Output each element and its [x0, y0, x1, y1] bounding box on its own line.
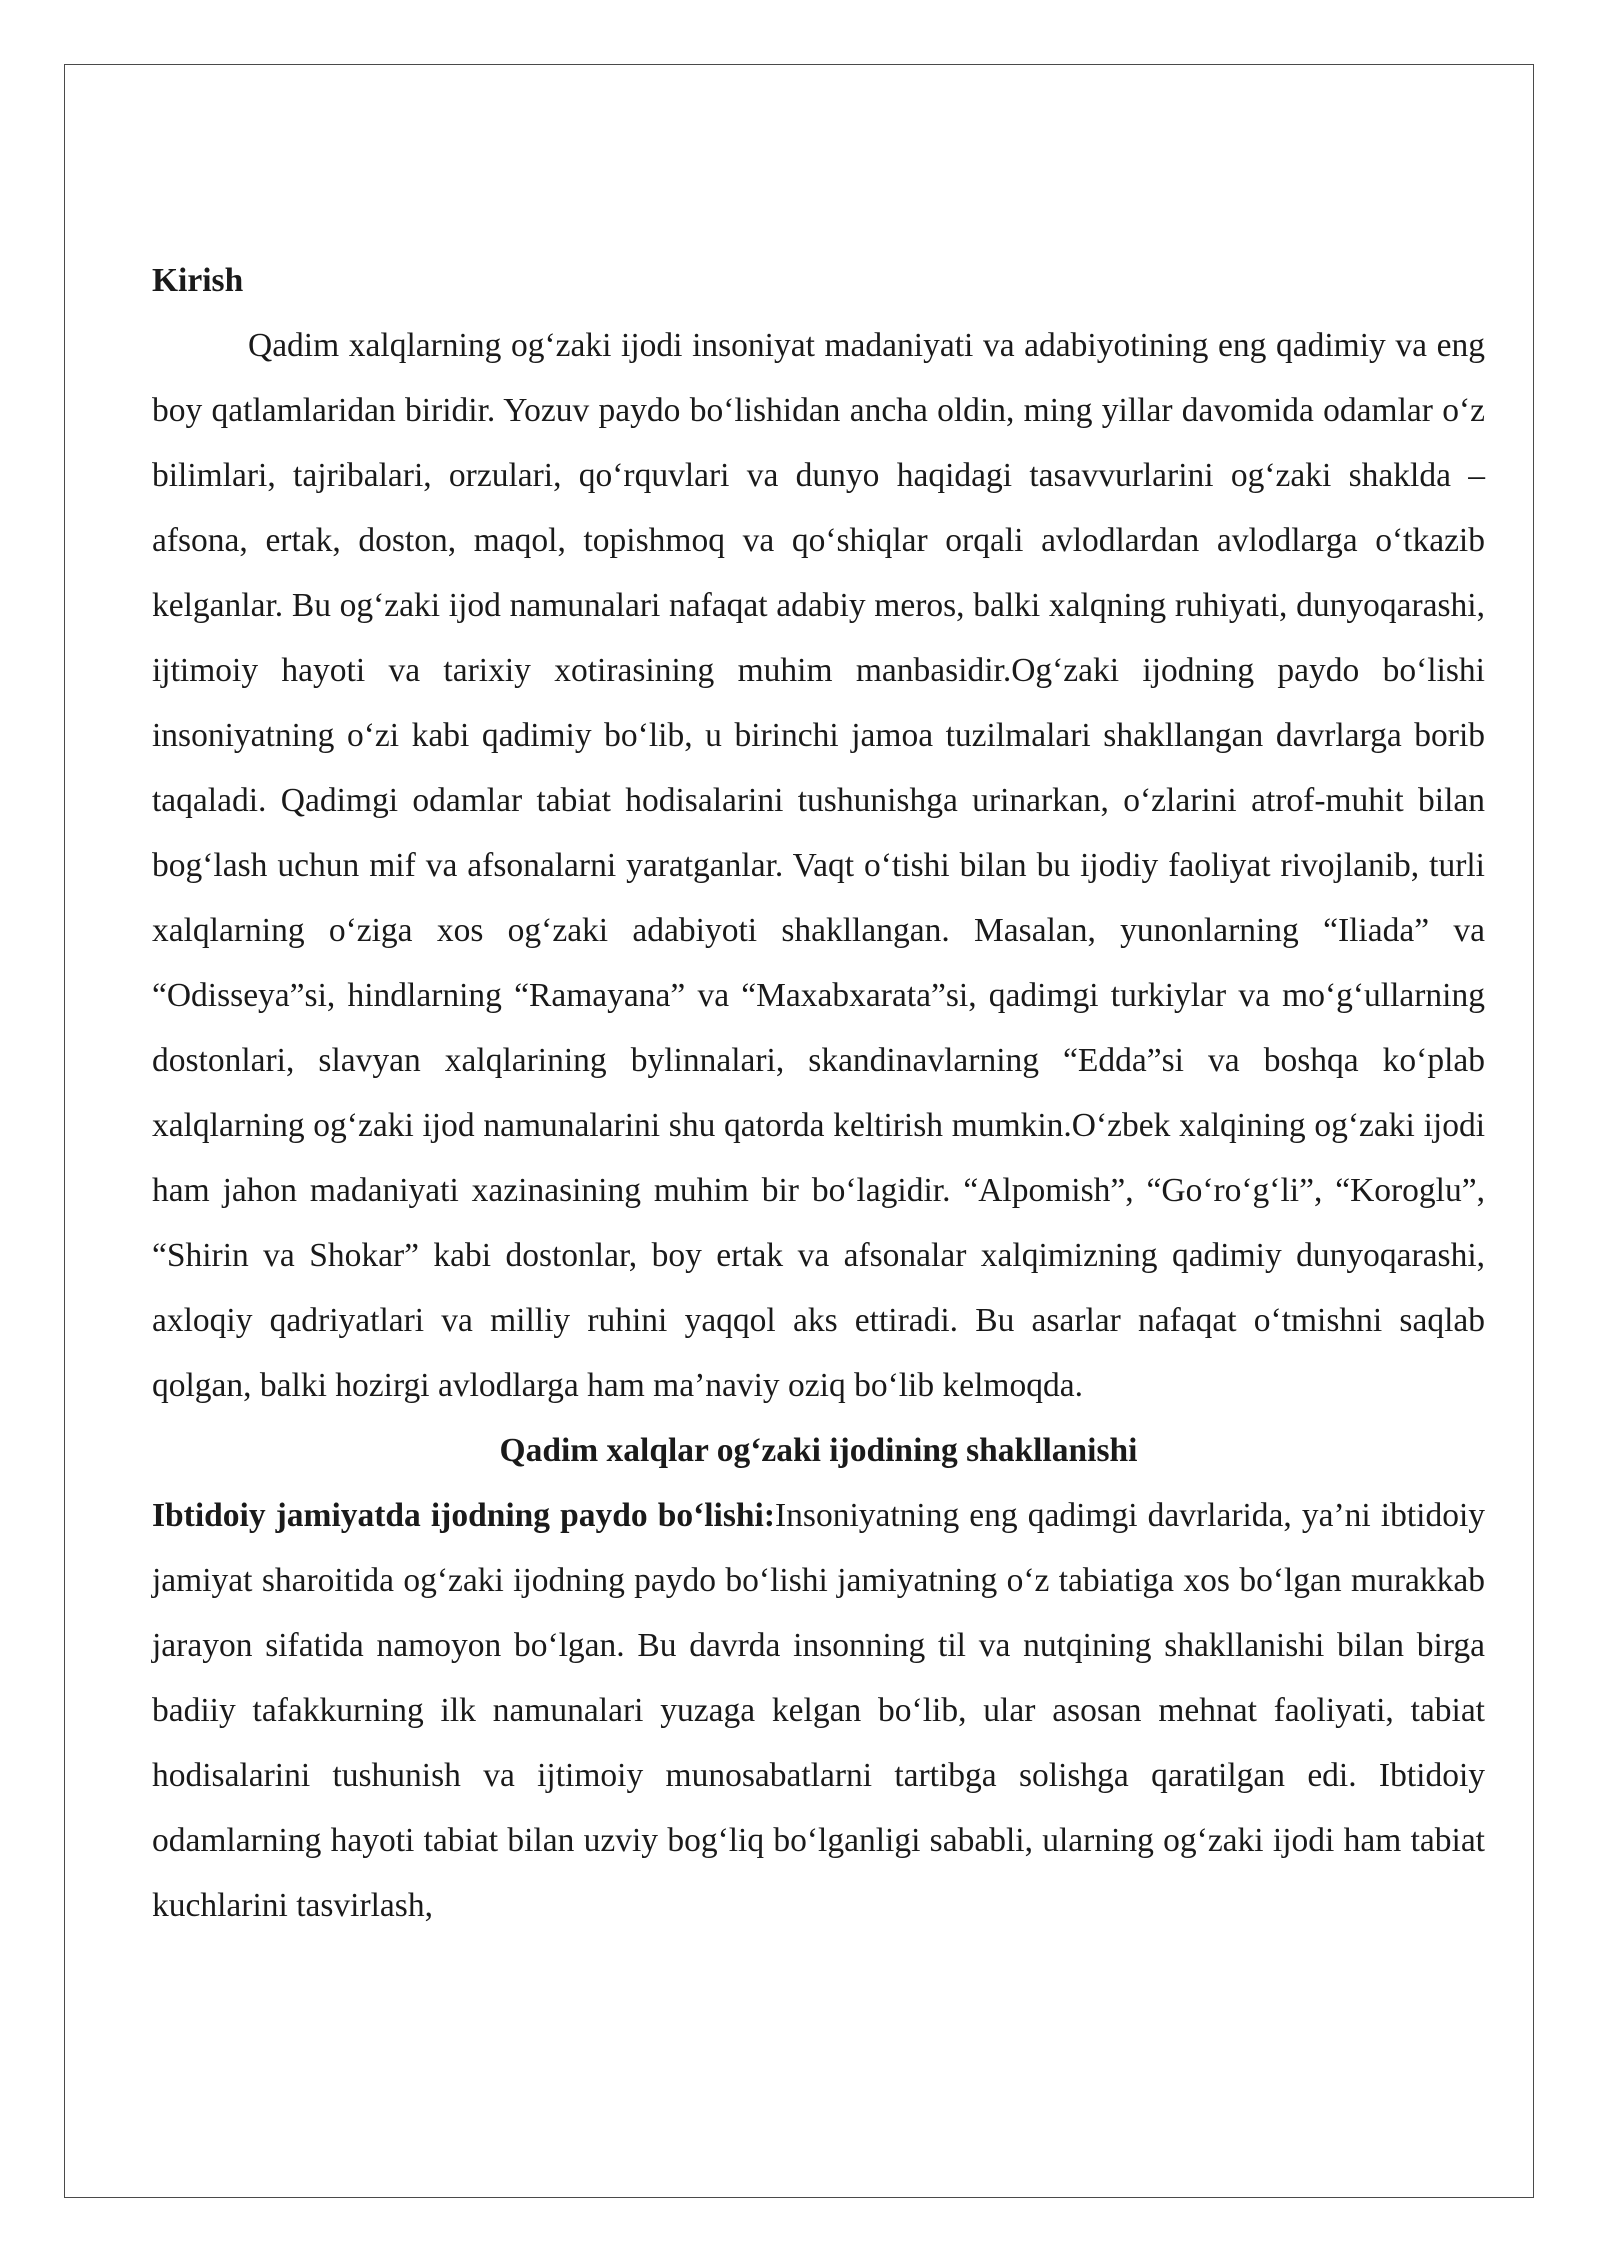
intro-paragraph: Qadim xalqlarning og‘zaki ijodi insoniyat madaniyati va adabiyotining eng qadimiy va eng boy qatlamlaridan biridir. Yozuv paydo bo‘lishidan ancha oldin, ming yillar davomida odamlar o‘z bilimlari, tajribalari, orzulari, qo‘rquvlari va dunyo haqidagi tasavvurlarini og‘zaki shaklda – afsona, ertak, doston, maqol, topishmoq va qo‘shiqlar orqali avlodlardan avlodlarga o‘tkazib kelganlar. Bu og‘zaki ijod namunalari nafaqat adabiy meros, balki xalqning ruhiyati, dunyoqarashi, ijtimoiy hayoti va tarixiy xotirasining muhim manbasidir.Og‘zaki ijodning paydo bo‘lishi insoniyatning o‘zi kabi qadimiy bo‘lib, u birinchi jamoa tuzilmalari shakllangan davrlarga borib taqaladi. Qadimgi odamlar tabiat hodisalarini tushunishga urinarkan, o‘zlarini atrof-muhit bilan bog‘lash uchun mif va afsonalarni yaratganlar. Vaqt o‘tishi bilan bu ijodiy faoliyat rivojlanib, turli xalqlarning o‘ziga xos og‘zaki adabiyoti shakllangan. Masalan, yunonlarning “Iliada” va “Odisseya”si, hindlarning “Ramayana” va “Maxabxarata”si, qadimgi turkiylar va mo‘g‘ullarning dostonlari, slavyan xalqlarining bylinnalari, skandinavlarning “Edda”si va boshqa ko‘plab xalqlarning og‘zaki ijod namunalarini shu qatorda keltirish mumkin.O‘zbek xalqining og‘zaki ijodi ham jahon madaniyati xazinasining muhim bir bo‘lagidir. “Alpomish”, “Go‘ro‘g‘li”, “Koroglu”, “Shirin va Shokar” kabi dostonlar, boy ertak va afsonalar xalqimizning qadimiy dunyoqarashi, axloqiy qadriyatlari va milliy ruhini yaqqol aks ettiradi. Bu asarlar nafaqat o‘tmishni saqlab qolgan, balki hozirgi avlodlarga ham ma’naviy oziq bo‘lib kelmoqda.: [152, 327, 1485, 1404]
subsection-body: Insoniyatning eng qadimgi davrlarida, ya’ni ibtidoiy jamiyat sharoitida og‘zaki ijodning paydo bo‘lishi jamiyatning o‘z tabiatiga xos bo‘lgan murakkab jarayon sifatida namoyon bo‘lgan. Bu davrda insonning til va nutqining shakllanishi bilan birga badiiy tafakkurning ilk namunalari yuzaga kelgan bo‘lib, ular asosan mehnat faoliyati, tabiat hodisalarini tushunish va ijtimoiy munosabatlarni tartibga solishga qaratilgan edi. Ibtidoiy odamlarning hayoti tabiat bilan uzviy bog‘liq bo‘lganligi sababli, ularning og‘zaki ijodi ham tabiat kuchlarini tasvirlash,: [152, 1497, 1485, 1924]
document-body: [152, 248, 1485, 1938]
intro-heading: Kirish: [152, 262, 244, 299]
subsection-paragraph: [152, 1483, 1485, 1938]
section-title: Qadim xalqlar og‘zaki ijodining shakllanishi: [499, 1432, 1138, 1469]
subsection-lead: Ibtidoiy jamiyatda ijodning paydo bo‘lishi:: [152, 1497, 775, 1534]
